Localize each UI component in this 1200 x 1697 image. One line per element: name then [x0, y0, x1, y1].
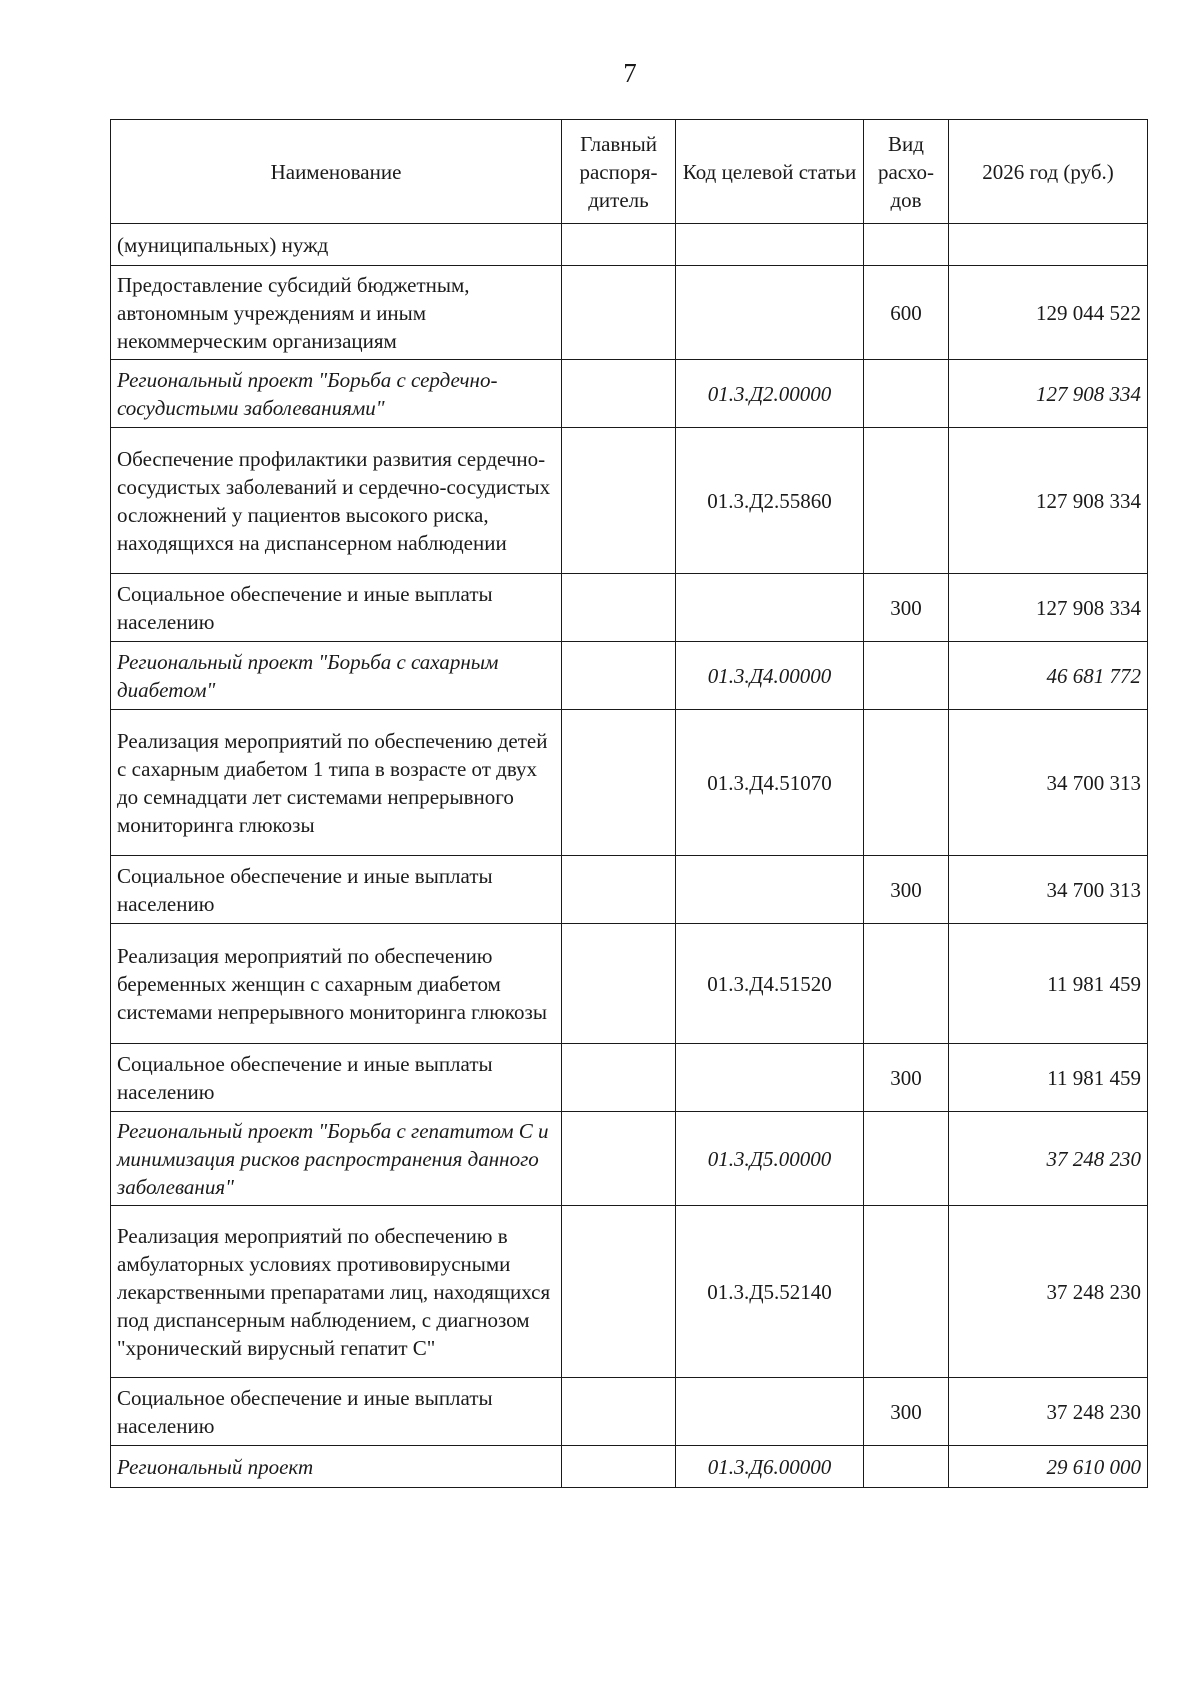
row-main-manager-cell [562, 1378, 676, 1446]
row-expense-type-cell [864, 924, 949, 1044]
table-row [111, 266, 1148, 360]
table-row [111, 1378, 1148, 1446]
table-row [111, 710, 1148, 856]
table-row [111, 1206, 1148, 1378]
table-row [111, 360, 1148, 428]
row-amount-cell: 127 908 334 [949, 428, 1148, 574]
row-name-cell: Региональный проект [111, 1446, 562, 1488]
table-row [111, 1446, 1148, 1488]
table-row [111, 574, 1148, 642]
table-row [111, 224, 1148, 266]
row-name-cell: (муниципальных) нужд [111, 224, 562, 266]
row-expense-type-cell: 300 [864, 574, 949, 642]
row-main-manager-cell [562, 1112, 676, 1206]
row-amount-cell: 129 044 522 [949, 266, 1148, 360]
row-expense-type-cell: 300 [864, 1044, 949, 1112]
row-main-manager-cell [562, 574, 676, 642]
row-amount-cell: 29 610 000 [949, 1446, 1148, 1488]
row-amount-cell: 34 700 313 [949, 856, 1148, 924]
row-name-cell: Реализация мероприятий по обеспечению беременных женщин с сахарным диабетом системами непрерывного мониторинга глюкозы [111, 924, 562, 1044]
row-main-manager-cell [562, 266, 676, 360]
row-target-code-cell [676, 266, 864, 360]
row-name-cell: Социальное обеспечение и иные выплаты населению [111, 856, 562, 924]
row-main-manager-cell [562, 1446, 676, 1488]
row-main-manager-cell [562, 1206, 676, 1378]
header-target-code: Код целевой статьи [676, 120, 864, 224]
table-row [111, 428, 1148, 574]
row-target-code-cell [676, 1044, 864, 1112]
row-target-code-cell [676, 1378, 864, 1446]
row-main-manager-cell [562, 224, 676, 266]
row-expense-type-cell [864, 642, 949, 710]
row-expense-type-cell [864, 710, 949, 856]
row-main-manager-cell [562, 710, 676, 856]
row-expense-type-cell [864, 1112, 949, 1206]
table-body [111, 224, 1148, 1488]
row-amount-cell: 11 981 459 [949, 1044, 1148, 1112]
row-target-code-cell [676, 574, 864, 642]
row-expense-type-cell [864, 1446, 949, 1488]
row-target-code-cell: 01.3.Д5.00000 [676, 1112, 864, 1206]
row-expense-type-cell: 600 [864, 266, 949, 360]
row-amount-cell: 127 908 334 [949, 574, 1148, 642]
row-main-manager-cell [562, 1044, 676, 1112]
header-amount-2026: 2026 год (руб.) [949, 120, 1148, 224]
row-target-code-cell: 01.3.Д6.00000 [676, 1446, 864, 1488]
row-amount-cell: 11 981 459 [949, 924, 1148, 1044]
table-row [111, 1112, 1148, 1206]
header-expense-type: Вид расхо-дов [864, 120, 949, 224]
row-name-cell: Социальное обеспечение и иные выплаты населению [111, 1044, 562, 1112]
row-name-cell: Региональный проект "Борьба с гепатитом С и минимизация рисков распространения данного заболевания" [111, 1112, 562, 1206]
row-amount-cell: 127 908 334 [949, 360, 1148, 428]
row-expense-type-cell [864, 428, 949, 574]
row-name-cell: Социальное обеспечение и иные выплаты населению [111, 574, 562, 642]
row-name-cell: Реализация мероприятий по обеспечению в амбулаторных условиях противовирусными лекарственными препаратами лиц, находящихся под диспансерным наблюдением, с диагнозом "хронический вирусный гепатит С" [111, 1206, 562, 1378]
row-name-cell: Региональный проект "Борьба с сахарным диабетом" [111, 642, 562, 710]
row-target-code-cell: 01.3.Д4.51520 [676, 924, 864, 1044]
row-target-code-cell: 01.3.Д4.51070 [676, 710, 864, 856]
row-name-cell: Предоставление субсидий бюджетным, автономным учреждениям и иным некоммерческим организациям [111, 266, 562, 360]
row-target-code-cell: 01.3.Д4.00000 [676, 642, 864, 710]
row-main-manager-cell [562, 428, 676, 574]
row-expense-type-cell: 300 [864, 856, 949, 924]
row-target-code-cell: 01.3.Д5.52140 [676, 1206, 864, 1378]
header-main-manager: Главный распоря-дитель [562, 120, 676, 224]
row-name-cell: Реализация мероприятий по обеспечению детей с сахарным диабетом 1 типа в возрасте от двух до семнадцати лет системами непрерывного мониторинга глюкозы [111, 710, 562, 856]
row-target-code-cell: 01.3.Д2.00000 [676, 360, 864, 428]
row-main-manager-cell [562, 856, 676, 924]
row-amount-cell: 37 248 230 [949, 1206, 1148, 1378]
row-main-manager-cell [562, 360, 676, 428]
row-amount-cell: 37 248 230 [949, 1378, 1148, 1446]
header-name: Наименование [111, 120, 562, 224]
row-target-code-cell: 01.3.Д2.55860 [676, 428, 864, 574]
row-amount-cell: 37 248 230 [949, 1112, 1148, 1206]
row-amount-cell: 34 700 313 [949, 710, 1148, 856]
row-name-cell: Региональный проект "Борьба с сердечно-сосудистыми заболеваниями" [111, 360, 562, 428]
budget-table [110, 119, 1148, 1488]
row-main-manager-cell [562, 642, 676, 710]
table-row [111, 642, 1148, 710]
row-expense-type-cell [864, 1206, 949, 1378]
row-amount-cell [949, 224, 1148, 266]
row-expense-type-cell [864, 360, 949, 428]
page-number: 7 [623, 58, 637, 88]
row-expense-type-cell: 300 [864, 1378, 949, 1446]
table-row [111, 1044, 1148, 1112]
table-header-row [111, 120, 1148, 224]
row-target-code-cell [676, 224, 864, 266]
row-amount-cell: 46 681 772 [949, 642, 1148, 710]
row-name-cell: Обеспечение профилактики развития сердечно-сосудистых заболеваний и сердечно-сосудистых осложнений у пациентов высокого риска, находящихся на диспансерном наблюдении [111, 428, 562, 574]
table-row [111, 856, 1148, 924]
row-target-code-cell [676, 856, 864, 924]
row-main-manager-cell [562, 924, 676, 1044]
row-name-cell: Социальное обеспечение и иные выплаты населению [111, 1378, 562, 1446]
table-row [111, 924, 1148, 1044]
row-expense-type-cell [864, 224, 949, 266]
